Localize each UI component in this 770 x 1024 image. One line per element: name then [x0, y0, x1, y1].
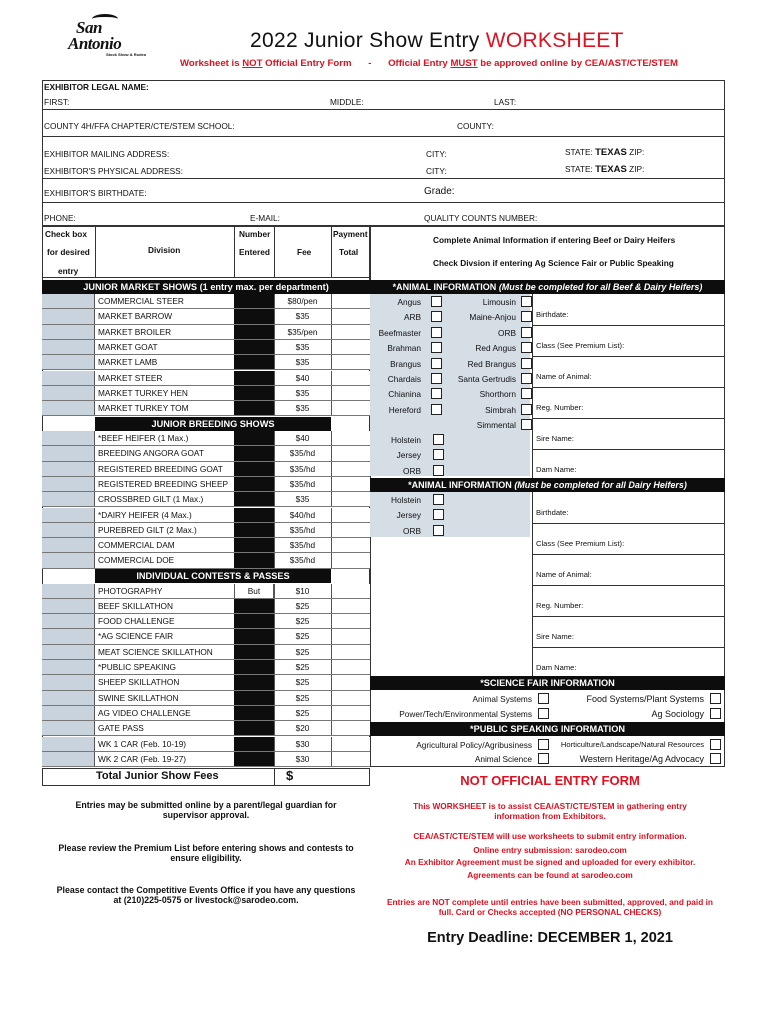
- page-title: [250, 29, 624, 53]
- breed-label: ORB: [498, 327, 516, 338]
- fee-value: $35/hd: [289, 448, 316, 459]
- number-entered-field[interactable]: [234, 675, 274, 689]
- fee-value: $35: [295, 341, 310, 352]
- breed-label: Brahman: [387, 343, 421, 354]
- zip-label: ZIP:: [629, 147, 645, 157]
- animal-field[interactable]: Dam Name:: [536, 663, 577, 672]
- division-label: MARKET GOAT: [98, 341, 158, 352]
- fee-value: $25: [295, 662, 310, 672]
- fee-value: $25: [295, 677, 310, 688]
- number-entered-field[interactable]: [234, 706, 274, 720]
- breed-checkbox[interactable]: [521, 419, 532, 430]
- breed-label: Simmental: [476, 420, 516, 431]
- entry-checkbox[interactable]: [42, 401, 95, 415]
- field-divider: [532, 418, 725, 419]
- animal-field[interactable]: Name of Animal:: [536, 570, 592, 579]
- entry-checkbox[interactable]: [42, 371, 95, 385]
- animal-field[interactable]: Birthdate:: [536, 310, 569, 319]
- last-name-field[interactable]: LAST:: [494, 97, 517, 107]
- division-label: COMMERCIAL DAM: [98, 540, 175, 551]
- science-food-systems-checkbox[interactable]: [710, 693, 721, 704]
- right-note-3: Online entry submission: sarodeo.com: [473, 845, 627, 855]
- breeding-shows-band: JUNIOR BREEDING SHOWS: [95, 417, 331, 431]
- total-label: Total Junior Show Fees: [96, 770, 219, 782]
- division-label: MARKET LAMB: [98, 357, 158, 368]
- quality-counts-field[interactable]: QUALITY COUNTS NUMBER:: [424, 213, 538, 223]
- right-note-5: Agreements can be found at sarodeo.com: [467, 870, 633, 880]
- chapter-field[interactable]: COUNTY 4H/FFA CHAPTER/CTE/STEM SCHOOL:: [44, 121, 235, 131]
- payment-total-field[interactable]: [331, 599, 370, 613]
- breed-label: Holstein: [391, 435, 421, 445]
- table-row: [42, 629, 370, 644]
- table-row: [42, 553, 370, 568]
- entry-deadline: Entry Deadline: DECEMBER 1, 2021: [427, 930, 673, 946]
- beef-info-title: *ANIMAL INFORMATION: [392, 282, 499, 292]
- science-ag-sociology-checkbox[interactable]: [710, 708, 721, 719]
- state-value: TEXAS: [595, 164, 627, 175]
- fee-value: $35/hd: [289, 555, 316, 566]
- division-label: MARKET BROILER: [98, 326, 172, 337]
- field-divider: [532, 647, 725, 648]
- breed-checkbox[interactable]: [433, 449, 444, 460]
- number-entered-field[interactable]: [234, 752, 274, 766]
- animal-field[interactable]: Class (See Premium List):: [536, 341, 625, 350]
- title-highlight: WORKSHEET: [485, 29, 624, 52]
- grade-field[interactable]: Grade:: [424, 186, 455, 197]
- fee-value: $35: [295, 403, 310, 414]
- fee-value: $35/hd: [289, 524, 316, 535]
- number-entered-field[interactable]: [234, 325, 274, 339]
- state-label: STATE:: [565, 147, 593, 157]
- fee-value: $25: [295, 707, 310, 718]
- fee-value: $30: [295, 738, 310, 749]
- entry-checkbox[interactable]: [42, 706, 95, 720]
- header-check-2: for desired: [47, 247, 90, 257]
- entry-checkbox[interactable]: [42, 477, 95, 491]
- payment-total-field[interactable]: [331, 553, 370, 567]
- breed-checkbox[interactable]: [521, 342, 532, 353]
- number-entered-field[interactable]: [234, 691, 274, 705]
- breed-label: Angus: [397, 297, 421, 307]
- division-label: MARKET TURKEY TOM: [98, 403, 189, 414]
- county-field[interactable]: COUNTY:: [457, 121, 494, 131]
- division-label: WK 1 CAR (Feb. 10-19): [98, 738, 187, 749]
- fee-value: $35/pen: [287, 326, 318, 337]
- speaking-western-heritage-checkbox[interactable]: [710, 753, 721, 764]
- division-label: FOOD CHALLENGE: [98, 616, 175, 627]
- payment-total-field[interactable]: [331, 629, 370, 643]
- speaking-ag-policy-checkbox[interactable]: [538, 739, 549, 750]
- entry-checkbox[interactable]: [42, 492, 95, 506]
- total-value-field[interactable]: $: [286, 768, 294, 783]
- logo-line1: San: [76, 18, 102, 37]
- fee-value: $40: [295, 433, 310, 443]
- field-divider: [532, 356, 725, 357]
- breed-label: Simbrah: [485, 404, 516, 415]
- phone-field[interactable]: PHONE:: [44, 213, 76, 223]
- fee-value: $35/hd: [289, 463, 316, 474]
- entry-checkbox[interactable]: [42, 294, 95, 308]
- entry-checkbox[interactable]: [42, 431, 95, 445]
- subtitle-right-emph: MUST: [450, 58, 478, 69]
- right-note-1: This WORKSHEET is to assist CEA/AST/CTE/STEM in gathering entry information from Exhibitors.: [413, 801, 687, 821]
- breed-checkbox[interactable]: [521, 358, 532, 369]
- number-entered-field[interactable]: [234, 599, 274, 613]
- division-label: MARKET STEER: [98, 372, 163, 383]
- division-label: GATE PASS: [98, 723, 144, 734]
- dairy-info-note: (Must be completed for all Dairy Heifers): [514, 480, 687, 490]
- science-animal-systems-checkbox[interactable]: [538, 693, 549, 704]
- breed-label: ORB: [403, 525, 421, 536]
- note-contact: Please contact the Competitive Events Office if you have any questions at (210)225-0575 or livestock@sarodeo.com.: [56, 885, 356, 905]
- entry-checkbox[interactable]: [42, 721, 95, 735]
- speaking-animal-science-label: Animal Science: [474, 754, 532, 764]
- division-label: MARKET TURKEY HEN: [98, 387, 188, 398]
- entry-checkbox[interactable]: [42, 584, 95, 598]
- animal-field[interactable]: Sire Name:: [536, 434, 574, 443]
- science-fair-band: *SCIENCE FAIR INFORMATION: [370, 676, 725, 690]
- breed-label: Limousin: [482, 297, 516, 307]
- entry-checkbox[interactable]: [42, 508, 95, 522]
- division-label: COMMERCIAL DOE: [98, 555, 175, 566]
- number-entered-value: But: [247, 585, 261, 596]
- subtitle-dash: -: [368, 58, 372, 69]
- entry-checkbox[interactable]: [42, 538, 95, 552]
- fee-value: $80/pen: [287, 296, 318, 306]
- dairy-info-title: *ANIMAL INFORMATION: [408, 480, 515, 490]
- breed-label: ORB: [403, 465, 421, 476]
- dairy-info-band: [370, 478, 725, 492]
- header-fee: Fee: [297, 247, 312, 257]
- entry-checkbox[interactable]: [42, 614, 95, 628]
- number-entered-field[interactable]: [234, 538, 274, 552]
- header-right-2: Check Divsion if entering Ag Science Fair or Public Speaking: [433, 258, 674, 268]
- breed-checkbox[interactable]: [521, 327, 532, 338]
- science-ag-sociology-label: Ag Sociology: [651, 709, 704, 719]
- fee-value: $40: [295, 372, 310, 383]
- header-payment-1: Payment: [333, 229, 368, 239]
- fee-value: $25: [295, 631, 310, 642]
- animal-field[interactable]: Dam Name:: [536, 465, 577, 474]
- contests-band: INDIVIDUAL CONTESTS & PASSES: [95, 569, 331, 583]
- breed-checkbox[interactable]: [521, 373, 532, 384]
- breed-label: Hereford: [388, 404, 421, 415]
- title-prefix: 2022 Junior Show Entry: [250, 29, 486, 52]
- division-label: *PUBLIC SPEAKING: [98, 662, 176, 672]
- animal-field[interactable]: Sire Name:: [536, 632, 574, 641]
- number-entered-field[interactable]: [234, 660, 274, 674]
- entry-checkbox[interactable]: [42, 737, 95, 751]
- breed-label: ARB: [403, 312, 421, 323]
- breed-label: Maine-Anjou: [469, 312, 516, 323]
- table-row: [42, 584, 370, 599]
- breed-label: Shorthorn: [479, 389, 516, 400]
- division-label: *DAIRY HEIFER (4 Max.): [98, 509, 192, 520]
- breed-checkbox[interactable]: [433, 525, 444, 536]
- fee-value: $35: [295, 387, 310, 398]
- number-entered-field[interactable]: [234, 309, 274, 323]
- speaking-horticulture-checkbox[interactable]: [710, 739, 721, 750]
- right-note-2: CEA/AST/CTE/STEM will use worksheets to submit entry information.: [413, 831, 687, 841]
- right-note-4: An Exhibitor Agreement must be signed and uploaded for every exhibitor.: [404, 857, 696, 867]
- state-value: TEXAS: [595, 147, 627, 158]
- physical-city-field[interactable]: CITY:: [426, 166, 447, 176]
- animal-field[interactable]: Reg. Number:: [536, 601, 584, 610]
- first-name-field[interactable]: FIRST:: [44, 97, 70, 107]
- breed-checkbox[interactable]: [521, 388, 532, 399]
- entry-checkbox[interactable]: [42, 629, 95, 643]
- header-right-1: Complete Animal Information if entering Beef or Dairy Heifers: [433, 235, 676, 245]
- division-label: SHEEP SKILLATHON: [98, 677, 180, 688]
- table-row: [42, 752, 370, 767]
- speaking-animal-science-checkbox[interactable]: [538, 753, 549, 764]
- field-divider: [532, 325, 725, 326]
- division-label: AG VIDEO CHALLENGE: [98, 707, 191, 718]
- entry-checkbox[interactable]: [42, 309, 95, 323]
- number-entered-field[interactable]: [234, 386, 274, 400]
- division-label: SWINE SKILLATHON: [98, 692, 179, 703]
- fee-value: $35/hd: [289, 540, 316, 551]
- payment-total-field[interactable]: [331, 614, 370, 628]
- field-divider: [532, 554, 725, 555]
- animal-field[interactable]: Name of Animal:: [536, 372, 592, 381]
- breed-checkbox[interactable]: [521, 296, 532, 307]
- entry-checkbox[interactable]: [42, 691, 95, 705]
- physical-address-field[interactable]: EXHIBITOR'S PHYSICAL ADDRESS:: [44, 166, 183, 176]
- fee-value: $35: [295, 494, 310, 505]
- subtitle-right-end: be approved online by CEA/AST/CTE/STEM: [477, 58, 679, 69]
- payment-total-field[interactable]: [331, 538, 370, 552]
- number-entered-field[interactable]: [234, 401, 274, 415]
- entry-checkbox[interactable]: [42, 340, 95, 354]
- payment-total-field[interactable]: [331, 645, 370, 659]
- science-animal-systems-label: Animal Systems: [472, 694, 532, 704]
- table-row: [42, 721, 370, 736]
- entry-checkbox[interactable]: [42, 752, 95, 766]
- speaking-ag-policy-label: Agricultural Policy/Agribusiness: [416, 740, 532, 750]
- entry-checkbox[interactable]: [42, 645, 95, 659]
- table-row: [42, 675, 370, 690]
- entry-checkbox[interactable]: [42, 523, 95, 537]
- division-label: PUREBRED GILT (2 Max.): [98, 524, 197, 535]
- number-entered-field[interactable]: [234, 462, 274, 476]
- breed-label: Red Brangus: [467, 358, 516, 369]
- entry-checkbox[interactable]: [42, 446, 95, 460]
- logo-line2: Antonio: [68, 34, 122, 53]
- table-row: [42, 691, 370, 706]
- breed-label: Santa Gertrudis: [457, 374, 516, 384]
- breed-checkbox[interactable]: [433, 465, 444, 476]
- subtitle-left: Worksheet is: [180, 58, 243, 69]
- entry-checkbox[interactable]: [42, 462, 95, 476]
- field-divider: [532, 585, 725, 586]
- mailing-city-field[interactable]: CITY:: [426, 149, 447, 159]
- entry-checkbox[interactable]: [42, 675, 95, 689]
- subtitle-left-emph: NOT: [242, 58, 263, 69]
- fee-value: $25: [295, 600, 310, 611]
- fee-value: $10: [295, 585, 310, 596]
- state-label: STATE:: [565, 164, 593, 174]
- division-label: REGISTERED BREEDING GOAT: [98, 463, 223, 474]
- breed-checkbox[interactable]: [433, 494, 444, 505]
- division-label: *AG SCIENCE FAIR: [98, 631, 174, 642]
- table-row: [42, 660, 370, 675]
- fee-value: $30: [295, 753, 310, 764]
- payment-total-field[interactable]: [331, 721, 370, 735]
- fee-value: $25: [295, 646, 310, 657]
- payment-total-field[interactable]: [331, 706, 370, 720]
- division-label: BREEDING ANGORA GOAT: [98, 448, 204, 459]
- table-row: [42, 614, 370, 629]
- payment-total-field[interactable]: [331, 477, 370, 491]
- beef-info-band: [370, 280, 725, 294]
- division-label: MARKET BARROW: [98, 311, 173, 322]
- division-label: BEEF SKILLATHON: [98, 600, 173, 611]
- number-entered-field[interactable]: [234, 492, 274, 506]
- division-label: COMMERCIAL STEER: [98, 296, 184, 306]
- note-online-submission: Entries may be submitted online by a parent/legal guardian for supervisor approval.: [75, 800, 337, 820]
- beef-info-note: (Must be completed for all Beef & Dairy Heifers): [498, 282, 703, 292]
- note-premium-list: Please review the Premium List before entering shows and contests to ensure eligibility.: [58, 843, 354, 863]
- right-note-6: Entries are NOT complete until entries have been submitted, approved, and paid in full. Card or Checks accepted (NO PERSONAL CHECKS): [387, 897, 713, 917]
- number-entered-field[interactable]: [234, 523, 274, 537]
- fee-value: $35: [295, 311, 310, 322]
- speaking-western-heritage-label: Western Heritage/Ag Advocacy: [579, 754, 704, 764]
- division-label: CROSSBRED GILT (1 Max.): [98, 494, 204, 505]
- field-divider: [532, 523, 725, 524]
- number-entered-field[interactable]: [234, 721, 274, 735]
- payment-total-field[interactable]: [331, 691, 370, 705]
- payment-total-field[interactable]: [331, 675, 370, 689]
- entry-checkbox[interactable]: [42, 386, 95, 400]
- header-payment-2: Total: [339, 247, 359, 257]
- number-entered-field[interactable]: [234, 508, 274, 522]
- header-check-1: Check box: [45, 229, 87, 239]
- payment-total-field[interactable]: [331, 584, 370, 598]
- subtitle-right: Official Entry: [388, 58, 451, 69]
- number-entered-field[interactable]: [234, 629, 274, 643]
- breed-label: Jersey: [396, 450, 421, 461]
- table-row: [42, 538, 370, 553]
- not-official-heading: NOT OFFICIAL ENTRY FORM: [460, 773, 640, 788]
- number-entered-field[interactable]: [234, 340, 274, 354]
- animal-field[interactable]: Birthdate:: [536, 508, 569, 517]
- market-shows-band: JUNIOR MARKET SHOWS (1 entry max. per department): [42, 280, 370, 294]
- field-divider: [532, 616, 725, 617]
- animal-field[interactable]: Reg. Number:: [536, 403, 584, 412]
- legal-name-label: EXHIBITOR LEGAL NAME:: [44, 82, 149, 92]
- payment-total-field[interactable]: [331, 752, 370, 766]
- table-row: [42, 645, 370, 660]
- fee-value: $35: [295, 357, 310, 368]
- header-division: Division: [148, 245, 181, 255]
- breed-label: Red Angus: [475, 343, 516, 354]
- san-antonio-rodeo-logo: [66, 18, 156, 56]
- birthdate-field[interactable]: EXHIBITOR'S BIRTHDATE:: [44, 188, 147, 198]
- breed-checkbox[interactable]: [433, 509, 444, 520]
- table-row: [42, 737, 370, 752]
- animal-field[interactable]: Class (See Premium List):: [536, 539, 625, 548]
- field-divider: [532, 387, 725, 388]
- mailing-state-field[interactable]: [565, 147, 644, 158]
- payment-total-field[interactable]: [331, 737, 370, 751]
- middle-name-field[interactable]: MIDDLE:: [330, 97, 364, 107]
- speaking-horticulture-label: Horticulture/Landscape/Natural Resources: [560, 740, 704, 749]
- entry-checkbox[interactable]: [42, 599, 95, 613]
- number-entered-field[interactable]: [234, 431, 274, 445]
- breed-label: Beefmaster: [378, 327, 421, 338]
- number-entered-field[interactable]: [234, 294, 274, 308]
- fee-value: $25: [295, 616, 310, 627]
- table-row: [42, 706, 370, 721]
- header-check-3: entry: [58, 266, 79, 276]
- division-label: MEAT SCIENCE SKILLATHON: [98, 646, 213, 657]
- number-entered-field[interactable]: [234, 477, 274, 491]
- table-header: [42, 225, 370, 278]
- subtitle: [180, 58, 678, 69]
- division-label: REGISTERED BREEDING SHEEP: [98, 478, 229, 489]
- table-row: [42, 477, 370, 492]
- number-entered-field[interactable]: [234, 355, 274, 369]
- science-food-systems-label: Food Systems/Plant Systems: [586, 694, 704, 704]
- breed-label: Chardais: [387, 374, 421, 384]
- fee-value: $35/hd: [289, 478, 316, 489]
- breed-label: Holstein: [391, 495, 421, 505]
- number-entered-field[interactable]: [234, 737, 274, 751]
- number-entered-field[interactable]: [234, 614, 274, 628]
- breed-label: Chianina: [388, 389, 421, 400]
- entry-checkbox[interactable]: [42, 355, 95, 369]
- mailing-address-field[interactable]: EXHIBITOR MAILING ADDRESS:: [44, 149, 170, 159]
- number-entered-field[interactable]: [234, 446, 274, 460]
- email-field[interactable]: E-MAIL:: [250, 213, 280, 223]
- breed-checkbox[interactable]: [521, 311, 532, 322]
- division-label: *BEEF HEIFER (1 Max.): [98, 433, 189, 443]
- science-power-tech-checkbox[interactable]: [538, 708, 549, 719]
- entry-checkbox[interactable]: [42, 660, 95, 674]
- payment-total-field[interactable]: [331, 660, 370, 674]
- header-number-1: Number: [239, 229, 271, 239]
- division-label: WK 2 CAR (Feb. 19-27): [98, 753, 187, 764]
- number-entered-field[interactable]: [234, 371, 274, 385]
- entry-checkbox[interactable]: [42, 553, 95, 567]
- table-row: [42, 599, 370, 614]
- field-divider: [532, 449, 725, 450]
- breed-label: Brangus: [390, 358, 421, 369]
- science-power-tech-label: Power/Tech/Environmental Systems: [399, 709, 532, 719]
- header-number-2: Entered: [239, 247, 270, 257]
- number-entered-field[interactable]: [234, 553, 274, 567]
- subtitle-left-end: Official Entry Form: [262, 58, 352, 69]
- logo-tagline: Stock Show & Rodeo: [106, 52, 147, 57]
- breed-checkbox[interactable]: [433, 434, 444, 445]
- public-speaking-band: *PUBLIC SPEAKING INFORMATION: [370, 722, 725, 736]
- zip-label: ZIP:: [629, 164, 645, 174]
- entry-checkbox[interactable]: [42, 325, 95, 339]
- number-entered-field[interactable]: [234, 645, 274, 659]
- fee-value: $20: [295, 723, 310, 734]
- division-label: PHOTOGRAPHY: [98, 585, 163, 596]
- breed-label: Jersey: [396, 510, 421, 521]
- fee-value: $25: [295, 692, 310, 703]
- physical-state-field[interactable]: [565, 164, 644, 175]
- breed-checkbox[interactable]: [521, 404, 532, 415]
- fee-value: $40/hd: [289, 509, 316, 520]
